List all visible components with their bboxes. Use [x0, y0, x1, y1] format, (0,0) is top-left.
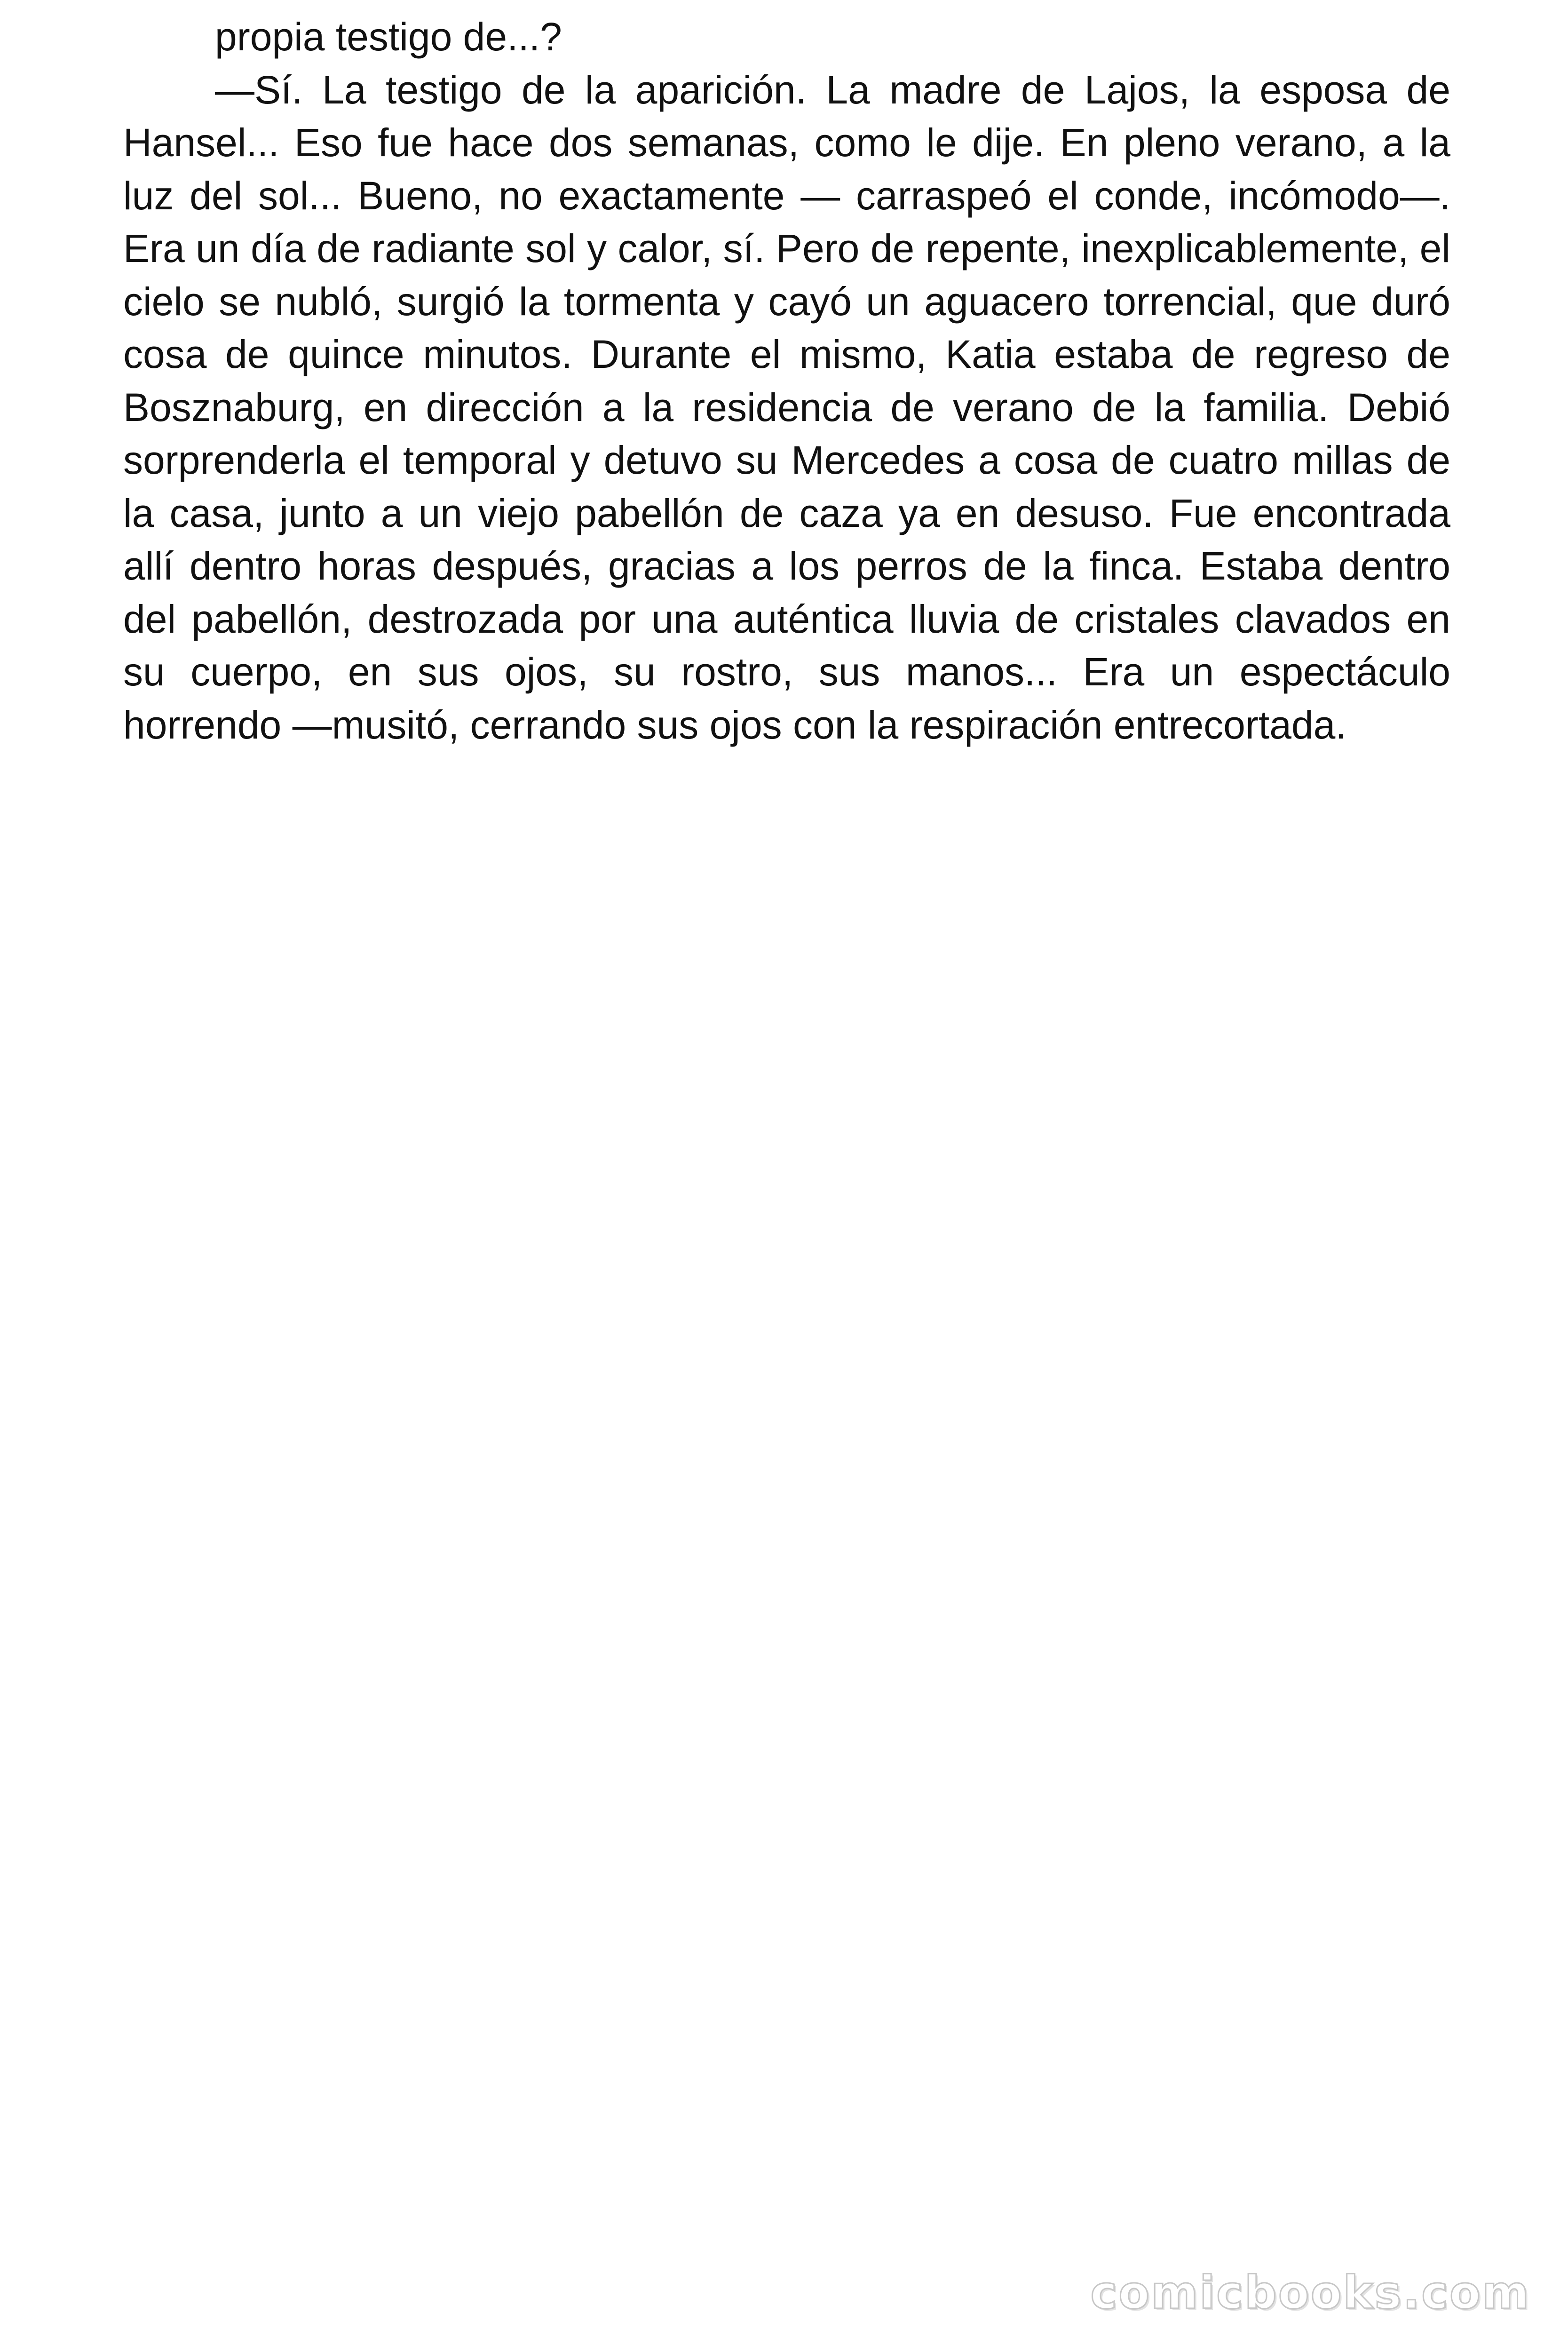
watermark: comicbooks.com — [1090, 2266, 1530, 2319]
paragraph: propia testigo de...? — [215, 15, 562, 59]
document-page — [123, 10, 1450, 751]
paragraph: —Sí. La testigo de la aparición. La madre de Lajos, la esposa de Hansel... Eso fue hace dos semanas, como le dije. En pleno verano, a la luz del sol... Bueno, no exactamente — carraspeó el conde, incómodo—. Era un día de radiante sol y calor, sí. Pero de repente, inexplicablemente, el cielo se nubló, surgió la tormenta y cayó un aguacero torrencial, que duró cosa de quince minutos. Durante el mismo, Katia estaba de regreso de Bosznaburg, en dirección a la residencia de verano de la familia. Debió sorprenderla el temporal y detuvo su Mercedes a cosa de cuatro millas de la casa, junto a un viejo pabellón de caza ya en desuso. Fue encontrada allí dentro horas después, gracias a los perros de la finca. Estaba dentro del pabellón, destrozada por una auténtica lluvia de cristales clavados en su cuerpo, en sus ojos, su rostro, sus manos... Era un espectáculo horrendo —musitó, cerrando sus ojos con la respiración entrecortada. — [123, 67, 1450, 747]
